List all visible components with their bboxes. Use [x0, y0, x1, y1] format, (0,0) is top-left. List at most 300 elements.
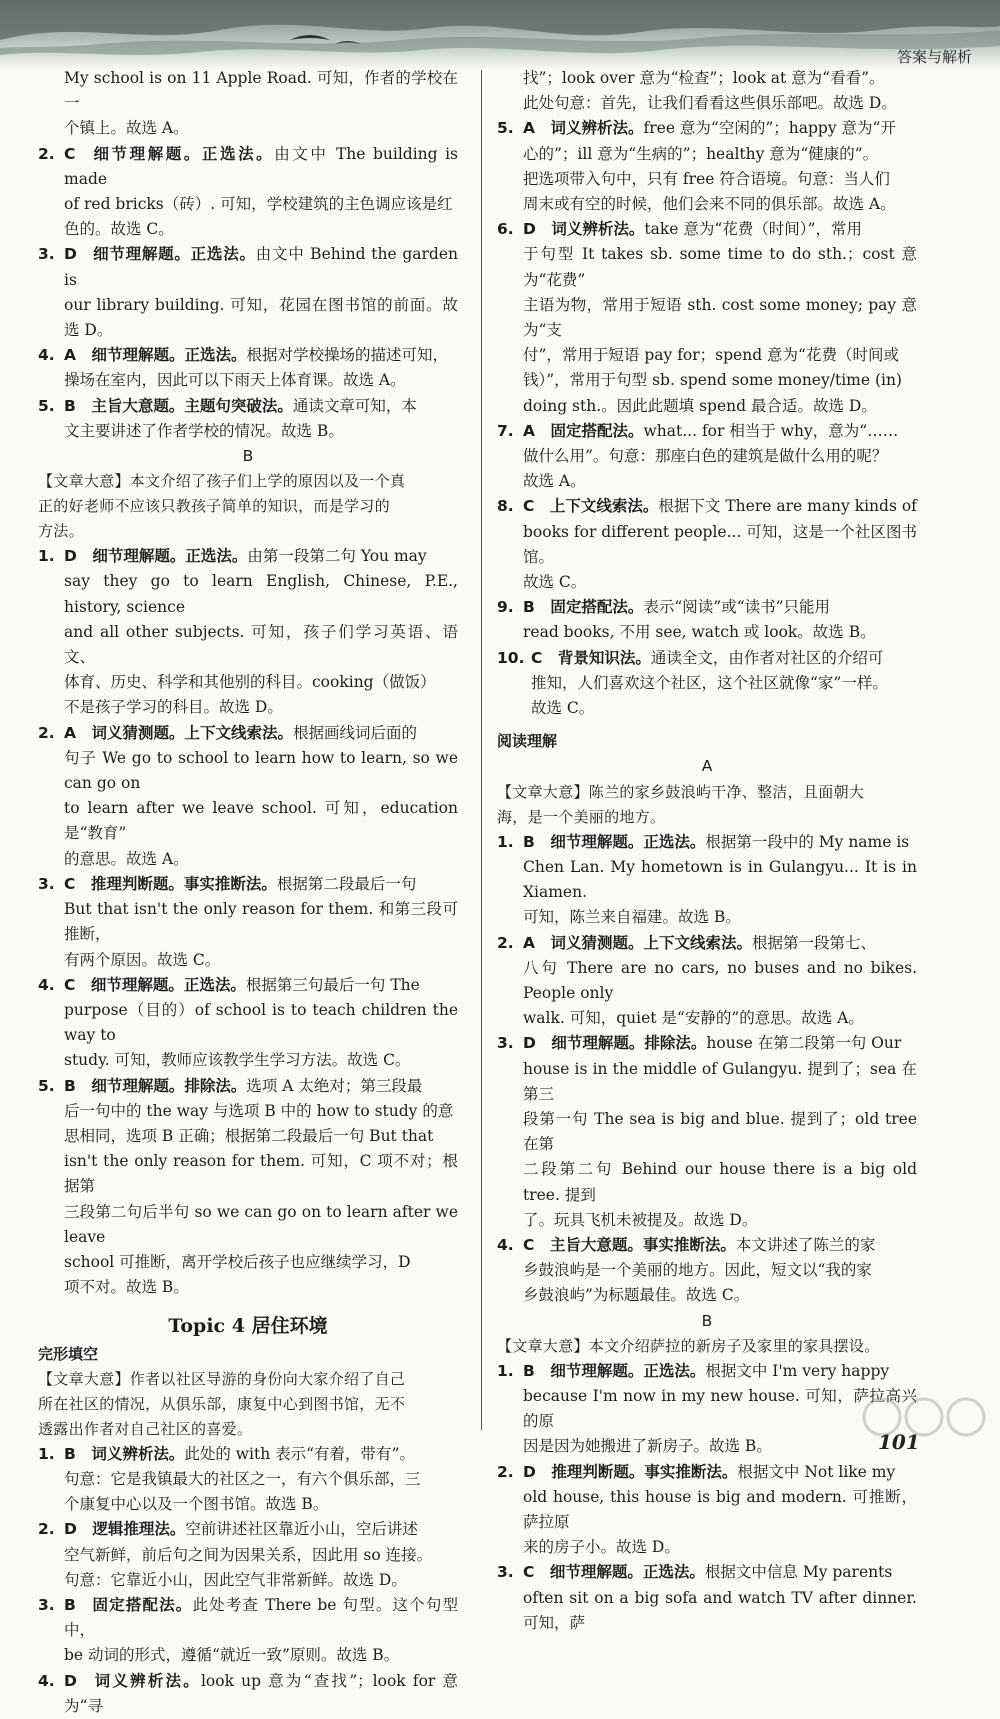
passage-label: B — [701, 1311, 713, 1330]
answer-continuation-line — [497, 444, 917, 469]
explanation-text: free 意为“空闲的”；happy 意为“开 — [643, 119, 896, 138]
answer-choice: D — [64, 1520, 77, 1539]
indent-spacer — [38, 1200, 64, 1250]
text-line: 所在社区的情况，从俱乐部，康复中心到图书馆，无不 — [38, 1394, 406, 1413]
question-type: 词义辨析法。 — [92, 1671, 201, 1690]
explanation-text: 了。玩具飞机未被提及。故选 D。 — [523, 1210, 758, 1229]
explanation-text: 二段第二句 Behind our house there is a big old tree. 提到 — [523, 1160, 917, 1204]
explanation-text: 句意：它靠近小山，因此空气非常新鲜。故选 D。 — [64, 1570, 407, 1589]
answer-text — [523, 1233, 917, 1258]
answer-choice: C — [523, 497, 535, 516]
answer-first-line — [38, 544, 458, 569]
answer-first-line — [497, 1233, 917, 1258]
question-type: 背景知识法。 — [557, 648, 651, 667]
explanation-text: 句子 We go to school to learn how to learn, so we can go on — [64, 748, 458, 793]
answer-text — [64, 973, 458, 998]
explanation-text: what... for 相当于 why，意为“…… — [643, 421, 899, 440]
answer-first-line — [38, 1593, 458, 1643]
answer-choice: B — [523, 598, 535, 617]
answer-item — [38, 973, 458, 1074]
answer-item — [38, 1593, 458, 1669]
indent-spacer — [497, 142, 523, 167]
answer-text — [64, 1442, 458, 1467]
explanation-text: 文主要讲述了作者学校的情况。故选 B。 — [64, 421, 344, 440]
indent-spacer — [38, 998, 64, 1048]
text-line: 找”；look over 意为“检查”；look at 意为“看看”。 — [523, 69, 885, 87]
text-line: My school is on 11 Apple Road. 可知，作者的学校在一 — [64, 69, 458, 113]
explanation-text: 根据第一段中的 My name is — [705, 832, 910, 851]
answer-continuation-line — [497, 671, 917, 696]
answer-text — [531, 646, 917, 671]
explanation-text: 钱）”，常用于句型 sb. spend some money/time (in) — [523, 371, 902, 390]
question-type: 细节理解题。正选法。 — [92, 547, 248, 566]
question-number: 7. — [497, 421, 514, 440]
answer-text — [523, 1031, 917, 1056]
indent-spacer — [38, 847, 64, 872]
answer-choice: C — [64, 144, 76, 163]
answer-continuation-line — [38, 1543, 458, 1568]
explanation-text: 来的房子小。故选 D。 — [523, 1538, 680, 1557]
question-number: 3. — [38, 874, 55, 893]
answer-first-line — [497, 217, 917, 242]
indent-spacer — [497, 1485, 523, 1535]
indent-spacer — [497, 1535, 523, 1560]
answer-first-line — [497, 1460, 917, 1485]
explanation-text: and all other subjects. 可知，孩子们学习英语、语文、 — [64, 622, 458, 667]
indent-spacer — [38, 1643, 64, 1668]
indent-spacer — [497, 696, 531, 721]
explanation-text: our library building. 可知，花园在图书馆的前面。故选 D。 — [64, 295, 458, 340]
explanation-text: 由文中 The building is made — [64, 144, 458, 188]
explanation-text: 根据文中 I'm very happy — [705, 1361, 890, 1380]
text-line: 【文章大意】陈兰的家乡鼓浪屿干净、整洁，且面朝大 — [497, 782, 865, 801]
text-line: 透露出作者对自己社区的喜爱。 — [38, 1419, 253, 1438]
question-number: 4. — [38, 346, 55, 365]
answer-text — [523, 1359, 917, 1384]
question-type: 上下文线索法。 — [549, 497, 659, 516]
answer-choice: D — [64, 245, 77, 264]
answer-choice: B — [523, 1361, 535, 1380]
indent-spacer — [497, 905, 523, 930]
explanation-text: doing sth.。因此此题填 spend 最合适。故选 D。 — [523, 396, 877, 415]
answer-continuation-line — [497, 1258, 917, 1283]
question-number: 1. — [497, 1361, 514, 1380]
indent-spacer — [497, 1586, 523, 1636]
explanation-text: 由第一段第二句 You may — [247, 547, 427, 566]
answer-continuation-line — [38, 1467, 458, 1492]
answer-continuation-line — [38, 1200, 458, 1250]
explanation-text: 选项 A 太绝对；第三段最 — [246, 1076, 423, 1095]
indent-spacer — [497, 167, 523, 192]
question-number: 5. — [497, 119, 514, 138]
answer-item — [497, 419, 917, 495]
answer-first-line — [38, 394, 458, 419]
answer-first-line — [497, 494, 917, 519]
answer-item — [38, 872, 458, 973]
answer-first-line — [497, 1560, 917, 1585]
explanation-text: 把选项带入句中，只有 free 符合语境。句意：当人们 — [523, 169, 890, 188]
answer-item — [38, 343, 458, 393]
question-type: 主旨大意题。主题句突破法。 — [91, 396, 293, 415]
explanation-text: 此处的 with 表示“有着，带有”。 — [184, 1444, 415, 1463]
explanation-text: old house, this house is big and modern. 可推断，萨拉原 — [523, 1487, 917, 1531]
question-type: 固定搭配法。 — [550, 421, 644, 440]
indent-spacer — [497, 444, 523, 469]
explanation-text: Chen Lan. My hometown is in Gulangyu... It is in Xiamen. — [523, 857, 917, 902]
answer-choice: A — [64, 346, 76, 365]
question-number: 2. — [38, 1520, 55, 1539]
question-number: 2. — [497, 933, 514, 952]
answer-text — [64, 1074, 458, 1099]
text-line: 此处句意：首先，让我们看看这些俱乐部吧。故选 D。 — [523, 94, 897, 113]
indent-spacer — [497, 1384, 523, 1434]
indent-spacer — [497, 1434, 523, 1459]
answer-item — [38, 544, 458, 720]
indent-spacer — [497, 1283, 523, 1308]
indent-spacer — [38, 897, 64, 947]
explanation-text: 故选 A。 — [523, 472, 586, 491]
question-type: 固定搭配法。 — [550, 598, 644, 617]
answer-item — [497, 646, 917, 722]
answer-choice: A — [523, 119, 535, 138]
answer-first-line — [497, 1031, 917, 1056]
answer-item — [497, 217, 917, 419]
question-number: 1. — [497, 832, 514, 851]
answer-first-line — [38, 1669, 458, 1719]
question-number: 3. — [38, 245, 55, 264]
passage-label: B — [242, 447, 254, 466]
indent-spacer — [497, 855, 523, 905]
indent-spacer — [38, 948, 64, 973]
indent-spacer — [38, 1124, 64, 1149]
explanation-text: 操场在室内，因此可以下雨天上体育课。故选 A。 — [64, 371, 406, 390]
answer-continuation-line — [497, 1208, 917, 1233]
answer-item — [38, 394, 458, 444]
answer-first-line — [497, 419, 917, 444]
answer-first-line — [497, 595, 917, 620]
explanation-text: often sit on a big sofa and watch TV after dinner. 可知，萨 — [523, 1588, 917, 1632]
explanation-text: 八句 There are no cars, no buses and no bikes. People only — [523, 958, 917, 1002]
indent-spacer — [497, 66, 523, 91]
answer-choice: C — [523, 1235, 535, 1254]
answer-item — [38, 1669, 458, 1719]
answer-continuation-line — [38, 1048, 458, 1073]
question-number: 5. — [38, 396, 55, 415]
text-line: 【文章大意】作者以社区导游的身份向大家介绍了自己 — [38, 1369, 406, 1388]
answer-continuation-line — [38, 1149, 458, 1199]
answer-text — [64, 1669, 458, 1719]
text-line: 个镇上。故选 A。 — [64, 119, 189, 138]
answer-first-line — [38, 721, 458, 746]
answer-continuation-line — [497, 1384, 917, 1434]
answer-first-line — [38, 1074, 458, 1099]
explanation-text: 故选 C。 — [523, 573, 587, 592]
explanation-text: 表示“阅读”或“读书”只能用 — [643, 598, 831, 617]
answer-continuation-line — [38, 897, 458, 947]
indent-spacer — [497, 192, 523, 217]
explanation-text: to learn after we leave school. 可知，education 是“教育” — [64, 799, 458, 843]
indent-spacer — [38, 1048, 64, 1073]
answer-continuation-line — [497, 368, 917, 393]
question-type: 细节理解题。正选法。 — [549, 1563, 705, 1582]
question-type: 细节理解题。正选法。 — [550, 832, 706, 851]
explanation-text: 付”，常用于短语 pay for；spend 意为“花费（时间或 — [523, 346, 899, 365]
answer-choice: D — [523, 1034, 536, 1053]
answer-continuation-line — [497, 1006, 917, 1031]
indent-spacer — [38, 1275, 64, 1300]
answer-choice: A — [64, 723, 76, 742]
explanation-text: 做什么用”。句意：那座白色的建筑是做什么用的呢？ — [523, 447, 888, 466]
answer-choice: B — [64, 1076, 76, 1095]
explanation-text: 推知，人们喜欢这个社区，这个社区就像“家”一样。 — [531, 673, 888, 692]
explanation-text: 句意：它是我镇最大的社区之一，有六个俱乐部，三 — [64, 1469, 421, 1488]
answer-choice: D — [64, 1671, 77, 1690]
answer-continuation-line — [38, 1568, 458, 1593]
explanation-text: 根据第二段最后一句 — [276, 874, 417, 893]
explanation-text: 体育、历史、科学和其他别的科目。cooking（做饭） — [64, 673, 436, 692]
explanation-text: 由文中 Behind the garden is — [64, 245, 458, 289]
indent-spacer — [497, 394, 523, 419]
indent-spacer — [38, 620, 64, 670]
explanation-text: 个康复中心以及一个图书馆。故选 B。 — [64, 1495, 329, 1514]
answer-item — [38, 1442, 458, 1518]
explanation-text: take 意为“花费（时间）”，常用 — [644, 220, 862, 239]
section-title: 完形填空 — [38, 1344, 99, 1363]
indent-spacer — [497, 620, 523, 645]
answer-item — [497, 830, 917, 931]
indent-spacer — [38, 293, 64, 343]
explanation-text: isn't the only reason for them. 可知，C 项不对；根据第 — [64, 1152, 458, 1196]
answer-text — [64, 142, 458, 192]
answer-item — [38, 1074, 458, 1301]
answer-item — [38, 142, 458, 243]
answer-choice: D — [64, 547, 77, 566]
indent-spacer — [497, 368, 523, 393]
passage-summary — [497, 780, 917, 830]
explanation-text: 于句型 It takes sb. some time to do sth.；cost 意为“花费” — [523, 245, 917, 289]
text-line: 海，是一个美丽的地方。 — [497, 807, 666, 826]
answer-continuation-line — [38, 1643, 458, 1668]
indent-spacer — [38, 66, 64, 116]
explanation-text: 根据对学校操场的描述可知， — [246, 346, 449, 365]
passage-summary — [38, 1367, 458, 1442]
question-type: 细节理解题。正选法。 — [90, 975, 246, 994]
explanation-text: 通读全文，由作者对社区的介绍可 — [650, 648, 884, 667]
question-number: 6. — [497, 220, 514, 239]
answer-choice: D — [523, 1462, 536, 1481]
indent-spacer — [497, 293, 523, 343]
indent-spacer — [497, 570, 523, 595]
indent-spacer — [497, 1157, 523, 1207]
question-type: 主旨大意题。事实推断法。 — [549, 1235, 736, 1254]
explanation-text: 不是孩子学习的科目。故选 D。 — [64, 698, 283, 717]
answer-first-line — [38, 872, 458, 897]
answer-item — [38, 721, 458, 872]
answer-first-line — [38, 142, 458, 192]
answer-continuation-line — [38, 1250, 458, 1275]
answer-continuation-line — [38, 217, 458, 242]
explanation-text: 可知，陈兰来自福建。故选 B。 — [523, 908, 741, 927]
answer-continuation-line — [497, 343, 917, 368]
answer-continuation-line — [497, 1586, 917, 1636]
explanation-text: look up 意为“查找”；look for 意为“寻 — [64, 1671, 458, 1715]
answer-continuation-line — [497, 142, 917, 167]
answer-text — [523, 217, 917, 242]
explanation-text: 项不对。故选 B。 — [64, 1278, 189, 1297]
explanation-text: 根据文中信息 My parents — [704, 1563, 893, 1582]
section-title: 阅读理解 — [497, 732, 558, 751]
text-line: 正的好老师不应该只教孩子简单的知识，而是学习的 — [38, 497, 390, 516]
indent-spacer — [497, 1258, 523, 1283]
answer-text — [64, 242, 458, 292]
indent-spacer — [38, 192, 64, 217]
answer-continuation-line — [38, 419, 458, 444]
indent-spacer — [38, 1250, 64, 1275]
answer-continuation-line — [38, 1275, 458, 1300]
answer-continuation-line — [497, 1283, 917, 1308]
question-number: 4. — [497, 1235, 514, 1254]
answer-text — [64, 544, 458, 569]
indent-spacer — [38, 217, 64, 242]
header-banner — [0, 0, 1000, 70]
answer-continuation-line — [38, 796, 458, 846]
answer-text — [523, 830, 917, 855]
answer-choice: C — [64, 874, 76, 893]
indent-spacer — [38, 116, 64, 141]
indent-spacer — [38, 746, 64, 796]
explanation-text: 段第一句 The sea is big and blue. 提到了；old tree 在第 — [523, 1109, 917, 1154]
answer-continuation-line — [497, 696, 917, 721]
question-number: 10. — [497, 648, 525, 667]
explanation-text: 思相同，选项 B 正确；根据第二段最后一句 But that — [64, 1126, 434, 1145]
explanation-text: 乡鼓浪屿是一个美丽的地方。因此，短文以“我的家 — [523, 1261, 872, 1280]
question-type: 词义辨析法。 — [551, 220, 645, 239]
left-column — [38, 66, 458, 1719]
text-line — [38, 66, 458, 116]
question-type: 细节理解题。正选法。 — [90, 144, 275, 163]
question-number: 8. — [497, 497, 514, 516]
question-number: 2. — [38, 723, 55, 742]
explanation-text: 通读文章可知，本 — [292, 396, 417, 415]
passage-summary — [38, 469, 458, 544]
question-number: 4. — [38, 975, 55, 994]
question-type: 词义辨析法。 — [91, 1444, 185, 1463]
question-number: 1. — [38, 547, 55, 566]
answer-continuation-line — [38, 1099, 458, 1124]
answer-continuation-line — [497, 469, 917, 494]
explanation-text: 本文讲述了陈兰的家 — [735, 1235, 876, 1254]
answer-continuation-line — [38, 1124, 458, 1149]
explanation-text: be 动词的形式，遵循“就近一致”原则。故选 B。 — [64, 1646, 400, 1665]
answer-text — [64, 1517, 458, 1542]
answer-text — [64, 343, 458, 368]
question-number: 5. — [38, 1076, 55, 1095]
answer-continuation-line — [497, 167, 917, 192]
question-type: 词义辨析法。 — [550, 119, 644, 138]
question-type: 细节理解题。正选法。 — [92, 245, 256, 264]
answer-first-line — [38, 242, 458, 292]
answer-continuation-line — [38, 746, 458, 796]
answer-continuation-line — [38, 293, 458, 343]
answer-text — [64, 394, 458, 419]
explanation-text: 心的”；ill 意为“生病的”；healthy 意为“健康的”。 — [523, 144, 879, 163]
explanation-text: house 在第二段第一句 Our — [706, 1034, 902, 1053]
indent-spacer — [497, 520, 523, 570]
explanation-text: 根据画线词后面的 — [293, 723, 418, 742]
answer-text — [523, 1560, 917, 1585]
answer-continuation-line — [497, 570, 917, 595]
explanation-text: But that isn't the only reason for them. 和第三段可推断， — [64, 900, 458, 944]
answer-text — [523, 419, 917, 444]
text-line — [497, 66, 917, 91]
indent-spacer — [38, 670, 64, 695]
answer-continuation-line — [497, 394, 917, 419]
indent-spacer — [38, 1568, 64, 1593]
page-number: 101 — [878, 1430, 920, 1454]
continued-text — [38, 66, 458, 142]
ink-landscape-decoration — [0, 0, 1000, 70]
answer-continuation-line — [38, 368, 458, 393]
indent-spacer — [497, 956, 523, 1006]
question-number: 2. — [497, 1462, 514, 1481]
answer-continuation-line — [497, 242, 917, 292]
answer-text — [64, 1593, 458, 1643]
explanation-text: 根据第三句最后一句 The — [245, 975, 420, 994]
answer-continuation-line — [38, 569, 458, 619]
question-type: 词义猜测题。上下文线索法。 — [91, 723, 294, 742]
answer-continuation-line — [497, 956, 917, 1006]
answer-continuation-line — [497, 620, 917, 645]
answer-continuation-line — [38, 192, 458, 217]
answer-choice: A — [523, 421, 535, 440]
answer-continuation-line — [497, 1434, 917, 1459]
answer-item — [38, 242, 458, 343]
explanation-text: books for different people... 可知，这是一个社区图书馆。 — [523, 522, 917, 566]
text-line — [38, 116, 458, 141]
explanation-text: 故选 C。 — [531, 699, 595, 718]
answer-text — [64, 721, 458, 746]
indent-spacer — [497, 91, 523, 116]
explanation-text: 此处考查 There be 句型。这个句型中， — [64, 1595, 458, 1640]
indent-spacer — [38, 1543, 64, 1568]
answer-first-line — [38, 1442, 458, 1467]
answer-choice: A — [523, 933, 535, 952]
indent-spacer — [497, 469, 523, 494]
section-header-label: 答案与解析 — [896, 48, 972, 66]
question-type: 固定搭配法。 — [91, 1595, 193, 1614]
explanation-text: read books, 不用 see, watch 或 look。故选 B。 — [523, 623, 876, 642]
explanation-text: school 可推断，离开学校后孩子也应继续学习，D — [64, 1252, 411, 1271]
explanation-text: purpose（目的）of school is to teach children the way to — [64, 1000, 458, 1045]
indent-spacer — [38, 1467, 64, 1492]
indent-spacer — [38, 419, 64, 444]
explanation-text: 周末或有空的时候，他们会来不同的俱乐部。故选 A。 — [523, 195, 896, 214]
explanation-text: 色的。故选 C。 — [64, 220, 174, 239]
indent-spacer — [38, 368, 64, 393]
indent-spacer — [38, 1099, 64, 1124]
indent-spacer — [38, 1492, 64, 1517]
question-type: 推理判断题。事实推断法。 — [90, 874, 277, 893]
answer-choice: C — [64, 975, 76, 994]
answer-choice: B — [523, 832, 535, 851]
answer-choice: C — [523, 1563, 535, 1582]
topic-title: Topic 4 居住环境 — [168, 1315, 328, 1338]
answer-continuation-line — [38, 847, 458, 872]
answer-text — [64, 872, 458, 897]
explanation-text: 空气新鲜，前后句之间为因果关系，因此用 so 连接。 — [64, 1545, 433, 1564]
answer-choice: B — [64, 1595, 76, 1614]
answer-choice: C — [531, 648, 543, 667]
